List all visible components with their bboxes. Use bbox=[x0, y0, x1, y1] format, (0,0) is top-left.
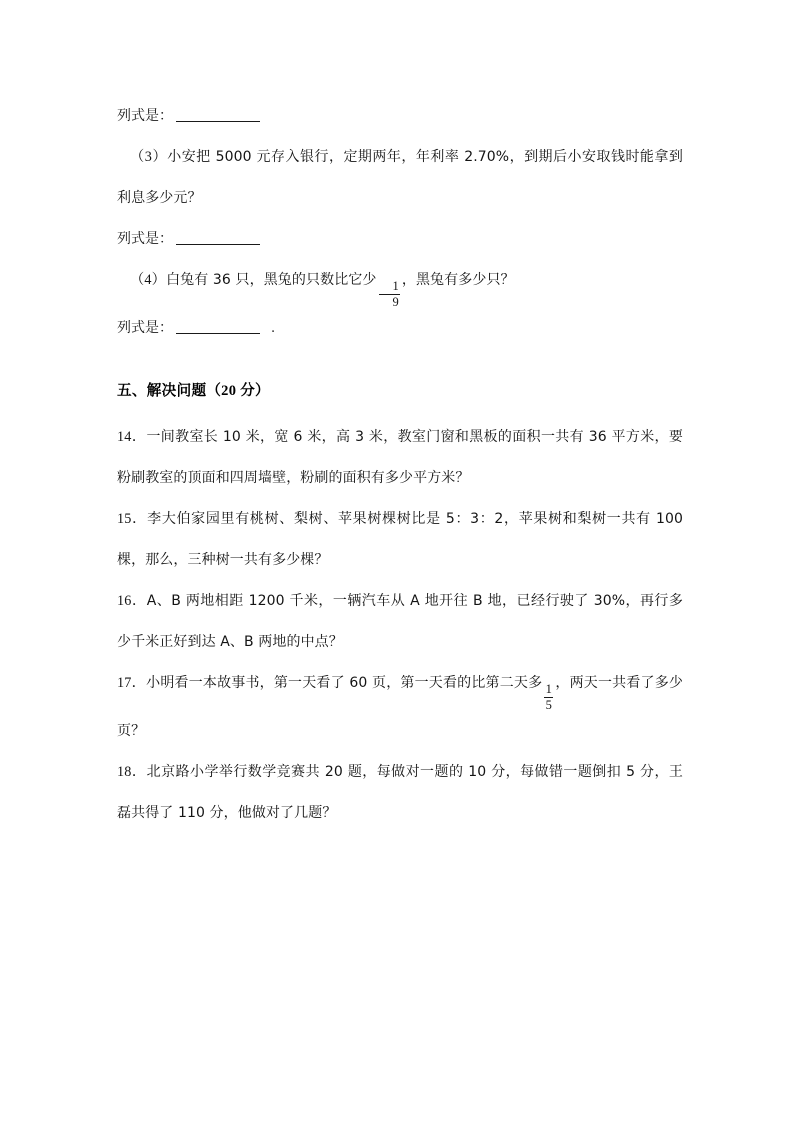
fraction-numerator: 1 bbox=[545, 682, 552, 697]
answer-label: 列式是： bbox=[117, 320, 173, 337]
question-14-number: 14． bbox=[117, 429, 147, 446]
question-17 bbox=[117, 663, 683, 752]
question-18-number: 18． bbox=[117, 764, 147, 781]
question-16 bbox=[117, 581, 683, 663]
question-14-text: 一间教室长 10 米，宽 6 米，高 3 米，教室门窗和黑板的面积一共有 36 平方米，要粉刷教室的顶面和四周墙壁，粉刷的面积有多少平方米？ bbox=[117, 429, 683, 487]
answer-blank-input[interactable] bbox=[176, 108, 260, 122]
document-content bbox=[117, 96, 683, 834]
question-4-text-after: ，黑兔有多少只？ bbox=[401, 272, 515, 288]
question-3-text: 小安把 5000 元存入银行，定期两年，年利率 2.70%，到期后小安取钱时能拿到利息多少元？ bbox=[117, 149, 683, 206]
question-16-text: A、B 两地相距 1200 千米，一辆汽车从 A 地开往 B 地，已经行驶了 30%，再行多少千米正好到达 A、B 两地的中点？ bbox=[117, 593, 683, 651]
section-heading-five bbox=[117, 375, 683, 407]
question-4 bbox=[117, 260, 683, 308]
fraction-denominator: 9 bbox=[392, 294, 399, 309]
question-3-number: （3） bbox=[130, 149, 168, 165]
question-15-number: 15． bbox=[117, 511, 148, 528]
answer-label: 列式是： bbox=[117, 108, 173, 124]
question-3 bbox=[117, 137, 683, 219]
section-heading-points: （20 分） bbox=[206, 383, 270, 400]
fraction-numerator: 1 bbox=[392, 279, 399, 294]
question-16-number: 16． bbox=[117, 593, 147, 610]
fraction-one-ninth bbox=[379, 280, 400, 308]
fraction-one-fifth bbox=[544, 683, 553, 711]
question-4-number: （4） bbox=[130, 272, 167, 288]
question-17-text-after: ，两天一共看了多少页？ bbox=[117, 675, 683, 740]
answer-line-row-3 bbox=[117, 308, 683, 349]
section-heading-title: 五、解决问题 bbox=[117, 382, 207, 400]
answer-label: 列式是： bbox=[117, 231, 173, 247]
answer-trailing-period: . bbox=[271, 321, 276, 337]
fraction-denominator: 5 bbox=[545, 697, 552, 712]
question-18 bbox=[117, 752, 683, 834]
answer-blank-input[interactable] bbox=[176, 320, 260, 334]
question-15 bbox=[117, 499, 683, 581]
question-17-number: 17． bbox=[117, 675, 147, 692]
answer-line-row-1 bbox=[117, 96, 683, 137]
question-17-text-before: 小明看一本故事书，第一天看了 60 页，第一天看的比第二天多 bbox=[146, 675, 543, 692]
question-14 bbox=[117, 417, 683, 499]
question-4-text-before: 白兔有 36 只，黑兔的只数比它少 bbox=[166, 272, 377, 288]
question-18-text: 北京路小学举行数学竞赛共 20 题，每做对一题的 10 分，每做错一题倒扣 5 分，王磊共得了 110 分，他做对了几题？ bbox=[117, 764, 683, 822]
answer-line-row-2 bbox=[117, 219, 683, 260]
question-15-text: 李大伯家园里有桃树、梨树、苹果树棵树比是 5：3：2，苹果树和梨树一共有 100 棵，那么，三种树一共有多少棵？ bbox=[117, 511, 683, 569]
answer-blank-input[interactable] bbox=[176, 231, 260, 245]
